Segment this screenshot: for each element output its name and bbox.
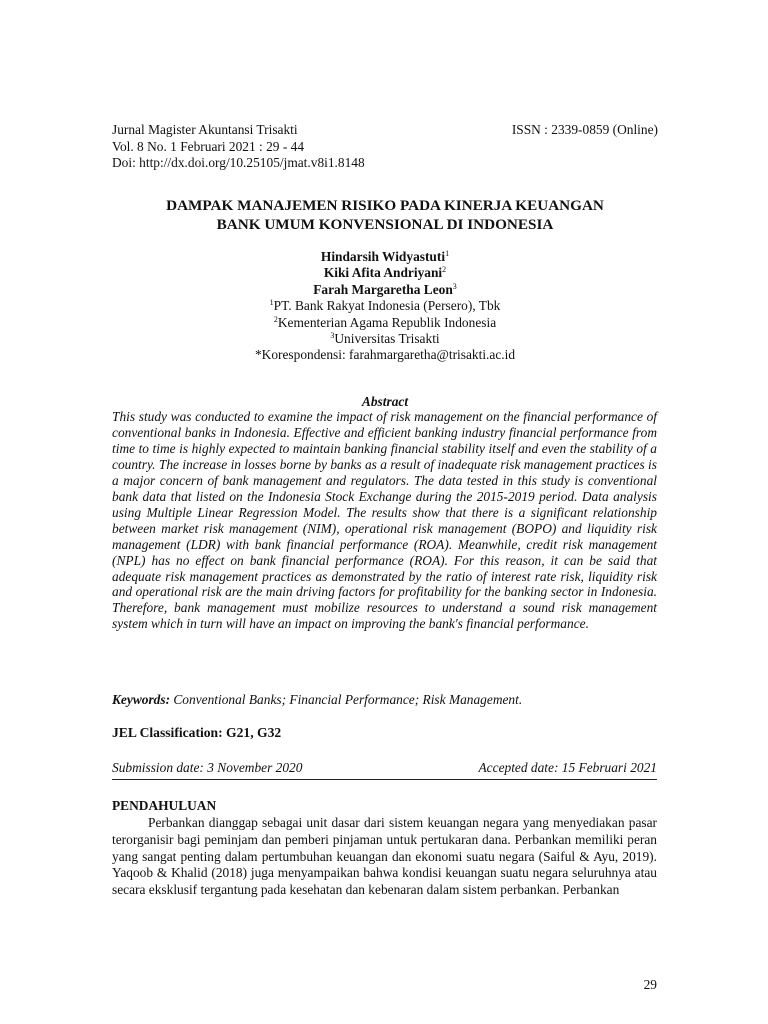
author-2: [100, 265, 670, 281]
section-body-text: Perbankan dianggap sebagai unit dasar dari sistem keuangan negara yang menyediakan pasar terorganisir bagi peminjam dan pemberi pinjaman untuk pertukaran dana. Perbankan memiliki peran yang sangat penting dalam pertumbuhan keuangan dan ekonomi suatu negara (Saiful & Ayu, 2019). Yaqoob & Khalid (2018) juga menyampaikan bahwa kondisi keuangan suatu negara seluruhnya atau secara eksklusif tergantung pada kesehatan dan kebenaran dalam sistem perbankan. Perbankan: [112, 815, 657, 898]
volume-info: Vol. 8 No. 1 Februari 2021 : 29 - 44: [112, 138, 305, 154]
section-heading: PENDAHULUAN: [112, 798, 217, 813]
correspondence-email: *Korespondensi: farahmargaretha@trisakti.ac.id: [254, 347, 516, 363]
affiliation-text: Kementerian Agama Republik Indonesia: [277, 314, 497, 330]
journal-name: Jurnal Magister Akuntansi Trisakti: [112, 122, 298, 137]
affiliation-text: Universitas Trisakti: [334, 331, 440, 347]
author-name: Farah Margaretha Leon: [313, 281, 453, 297]
affiliation-sup: 1: [269, 298, 274, 308]
affiliation-1: [100, 298, 670, 314]
page-number: 29: [643, 977, 657, 992]
paper-title: [100, 196, 670, 234]
affiliation-3: [100, 331, 670, 347]
issn: ISSN : 2339-0859 (Online): [511, 122, 658, 137]
jel-classification: JEL Classification: G21, G32: [112, 725, 282, 740]
title-line-2: BANK UMUM KONVENSIONAL DI INDONESIA: [216, 216, 554, 233]
affiliation-2: [100, 315, 670, 331]
affiliation-sup: 3: [330, 331, 335, 341]
author-block: [100, 249, 670, 364]
keywords: [112, 692, 657, 708]
author-sup: 2: [442, 265, 447, 275]
author-sup: 3: [452, 281, 457, 291]
author-sup: 1: [445, 249, 450, 258]
author-1: [100, 249, 670, 265]
submission-date: Submission date: 3 November 2020: [112, 760, 303, 775]
abstract-heading: Abstract: [361, 394, 409, 409]
journal-header: [112, 122, 658, 172]
author-3: [100, 282, 670, 298]
affiliation-sup: 2: [273, 314, 278, 324]
keywords-label: Keywords:: [112, 692, 171, 707]
doi-link[interactable]: Doi: http://dx.doi.org/10.25105/jmat.v8i1.8148: [112, 155, 365, 170]
divider-line: [112, 779, 657, 780]
abstract-text: This study was conducted to examine the impact of risk management on the financial performance of conventional banks in Indonesia. Effective and efficient banking industry financial performance from time to time is highly expected to maintain banking financial stability itself and even the stability of a country. The increase in losses borne by banks as a result of inadequate risk management practices is a major concern of bank management and regulators. The data tested in this study is conventional bank data that listed on the Indonesia Stock Exchange during the 2015-2019 period. Data analysis using Multiple Linear Regression Model. The results show that there is a significant relationship between market risk management (NIM), operational risk management (BOPO) and liquidity risk management (LDR) with bank financial performance (ROA). Meanwhile, credit risk management (NPL) has no effect on bank financial performance (ROA). For this reason, it can be said that adequate risk management practices as demonstrated by the ratio of interest rate risk, liquidity risk and operational risk are the main driving factors for profitability for the banking sector in Indonesia. Therefore, bank management must mobilize resources to understand a sound risk management system which in turn will have an impact on improving the bank's financial performance.: [112, 409, 657, 632]
affiliation-text: PT. Bank Rakyat Indonesia (Persero), Tbk: [273, 298, 501, 314]
author-name: Hindarsih Widyastuti: [320, 249, 446, 264]
date-row: [112, 760, 657, 778]
author-name: Kiki Afita Andriyani: [323, 265, 443, 281]
title-line-1: DAMPAK MANAJEMEN RISIKO PADA KINERJA KEUANGAN: [166, 197, 604, 214]
header-row: [112, 122, 658, 139]
keywords-list: Conventional Banks; Financial Performance; Risk Management.: [170, 692, 523, 707]
accepted-date: Accepted date: 15 Februari 2021: [478, 760, 657, 775]
